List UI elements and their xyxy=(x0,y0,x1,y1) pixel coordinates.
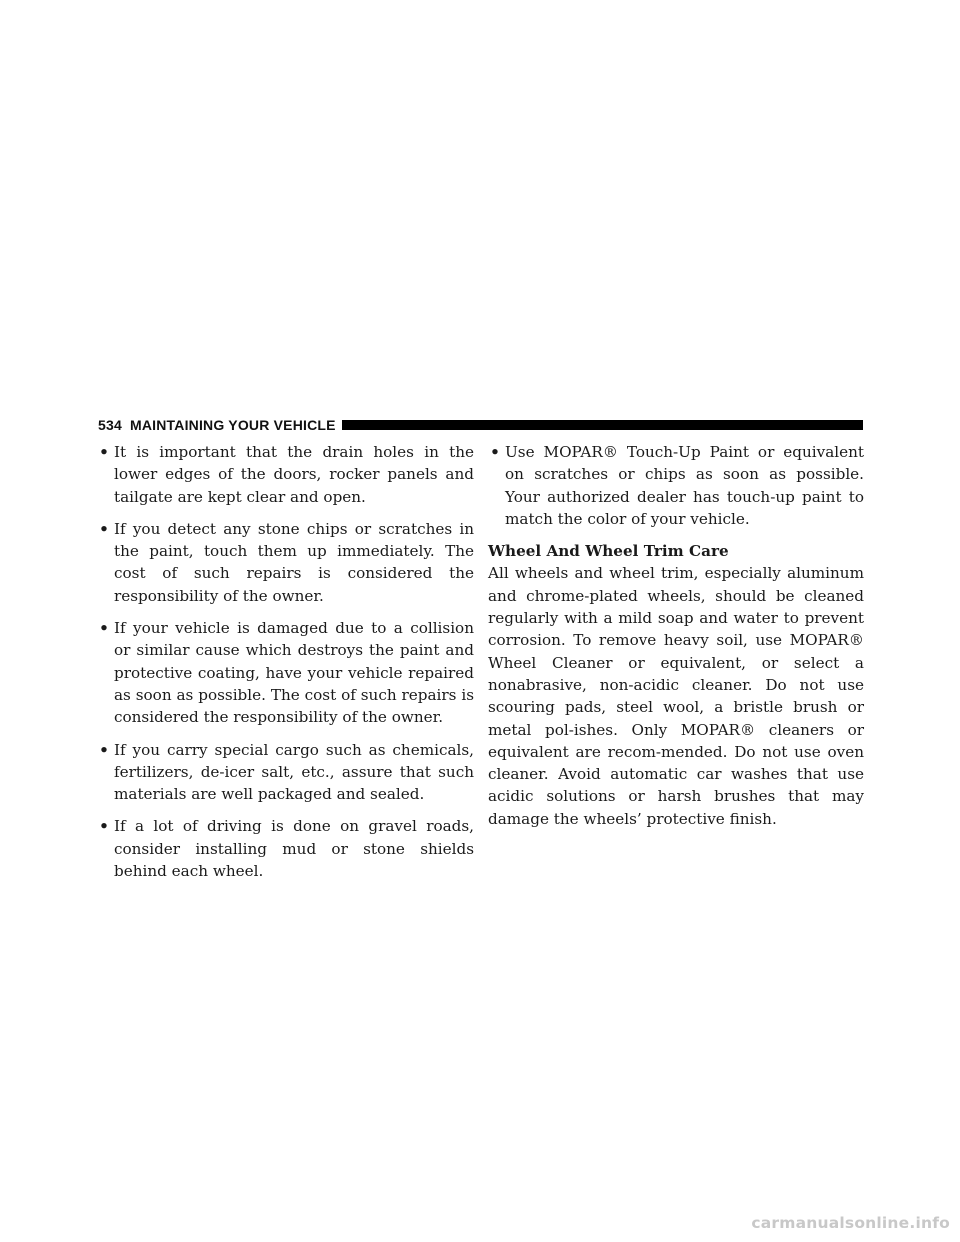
bullet-text: If you carry special cargo such as chemicals, fertilizers, de-icer salt, etc., assure that such materials are well packaged and sealed. xyxy=(114,740,474,804)
bullet-icon: • xyxy=(99,619,109,638)
bullet-text: It is important that the drain holes in the lower edges of the doors, rocker panels and tailgate are kept clear and open. xyxy=(114,443,474,506)
section-subheading: Wheel And Wheel Trim Care xyxy=(488,542,729,561)
body-paragraph: All wheels and wheel trim, especially aluminum and chrome-plated wheels, should be cleaned regularly with a mild soap and water to prevent corrosion. To remove heavy soil, use MOPAR® Wheel Cleaner or equivalent, or select a nonabrasive, non-acidic cleaner. Do not use scouring pads, steel wool, a bristle brush or metal pol-ishes. Only MOPAR® cleaners or equivalent are recom-mended. Do not use oven cleaner. Avoid automatic car washes that use acidic solutions or harsh brushes that may damage the wheels’ protective finish. xyxy=(488,564,864,828)
bullet-icon: • xyxy=(490,443,500,461)
section-title: MAINTAINING YOUR VEHICLE xyxy=(129,417,336,433)
list-item xyxy=(488,441,864,530)
list-item xyxy=(97,617,474,728)
bullet-icon: • xyxy=(99,519,109,538)
bullet-text: Use MOPAR® Touch-Up Paint or equivalent on scratches or chips as soon as possible. Your authorized dealer has touch-up paint to match the color of your vehicle. xyxy=(505,443,864,528)
bullet-icon: • xyxy=(99,443,109,461)
bullet-text: If you detect any stone chips or scratches in the paint, touch them up immediately. The cost of such repairs is considered the responsibility of the owner. xyxy=(114,519,474,605)
list-item xyxy=(97,815,474,882)
page-header xyxy=(98,416,863,434)
bullet-icon: • xyxy=(99,817,109,836)
watermark-link[interactable]: carmanualsonline.info xyxy=(751,1214,950,1232)
bullet-icon: • xyxy=(99,740,109,759)
bullet-text: If your vehicle is damaged due to a collision or similar cause which destroys the paint and protective coating, have your vehicle repaired as soon as possible. The cost of such repairs is considered the responsibility of the owner. xyxy=(114,619,474,727)
bullet-text: If a lot of driving is done on gravel roads, consider installing mud or stone shields behind each wheel. xyxy=(114,817,474,881)
page-number: 534 xyxy=(98,417,122,433)
list-item xyxy=(97,518,474,607)
right-column xyxy=(488,441,864,830)
left-column xyxy=(97,441,474,892)
list-item xyxy=(97,739,474,806)
header-rule-bar xyxy=(342,420,863,430)
list-item xyxy=(97,441,474,508)
